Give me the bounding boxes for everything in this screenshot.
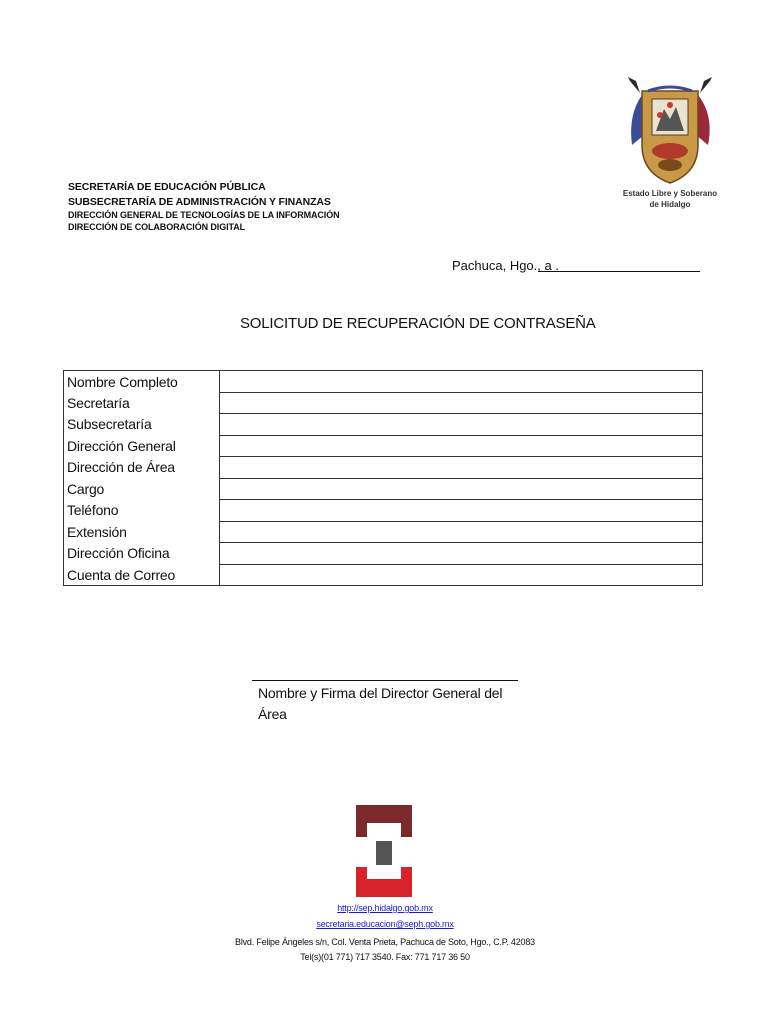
- form-row: [64, 521, 703, 543]
- field-input-cuenta-correo[interactable]: [220, 564, 703, 586]
- request-form-table: [63, 370, 703, 586]
- field-input-direccion-area[interactable]: [220, 457, 703, 479]
- date-field[interactable]: [538, 271, 700, 272]
- field-input-secretaria[interactable]: [220, 392, 703, 414]
- field-label: Dirección Oficina: [64, 543, 220, 565]
- field-label: Cargo: [64, 478, 220, 500]
- coat-of-arms-caption: [614, 188, 726, 210]
- field-label: Cuenta de Correo: [64, 564, 220, 586]
- document-title: SOLICITUD DE RECUPERACIÓN DE CONTRASEÑA: [240, 315, 596, 332]
- email-link[interactable]: secretaria.educacion@seph.gob.mx: [316, 919, 454, 929]
- footer-website[interactable]: [200, 903, 570, 913]
- place-date-label: Pachuca, Hgo., a .: [452, 258, 559, 273]
- form-row: [64, 500, 703, 522]
- field-input-extension[interactable]: [220, 521, 703, 543]
- institution-line-1: SECRETARÍA DE EDUCACIÓN PÚBLICA: [68, 181, 266, 193]
- field-input-direccion-general[interactable]: [220, 435, 703, 457]
- field-input-telefono[interactable]: [220, 500, 703, 522]
- field-label: Teléfono: [64, 500, 220, 522]
- footer-address: Blvd. Felipe Ángeles s/n, Col. Venta Prieta, Pachuca de Soto, Hgo., C.P. 42083: [235, 937, 535, 947]
- form-row: [64, 392, 703, 414]
- form-row: [64, 457, 703, 479]
- form-row: [64, 371, 703, 393]
- field-label: Dirección de Área: [64, 457, 220, 479]
- field-input-subsecretaria[interactable]: [220, 414, 703, 436]
- form-row: [64, 414, 703, 436]
- institution-line-3: DIRECCIÓN GENERAL DE TECNOLOGÍAS DE LA INFORMACIÓN: [68, 210, 340, 220]
- field-label: Secretaría: [64, 392, 220, 414]
- hidalgo-coat-of-arms-icon: [622, 75, 718, 187]
- signature-label: Nombre y Firma del Director General del Área: [258, 685, 503, 722]
- form-row: [64, 564, 703, 586]
- form-row: [64, 543, 703, 565]
- form-row: [64, 435, 703, 457]
- sep-logo-icon: [356, 805, 412, 897]
- caption-line-1: Estado Libre y Soberano: [622, 189, 718, 198]
- caption-line-2: de Hidalgo: [649, 200, 691, 209]
- field-label: Nombre Completo: [64, 371, 220, 393]
- field-label: Subsecretaría: [64, 414, 220, 436]
- field-label: Extensión: [64, 521, 220, 543]
- field-input-cargo[interactable]: [220, 478, 703, 500]
- footer-phone: Tel(s)(01 771) 717 3540. Fax: 771 717 36 50: [300, 952, 470, 962]
- field-label: Dirección General: [64, 435, 220, 457]
- institution-line-4: DIRECCIÓN DE COLABORACIÓN DIGITAL: [68, 222, 246, 232]
- field-input-nombre-completo[interactable]: [220, 371, 703, 393]
- website-link[interactable]: http://sep.hidalgo.gob.mx: [337, 903, 433, 913]
- institution-line-2: SUBSECRETARÍA DE ADMINISTRACIÓN Y FINANZAS: [68, 196, 331, 208]
- signature-line[interactable]: [252, 680, 518, 681]
- field-input-direccion-oficina[interactable]: [220, 543, 703, 565]
- footer-email[interactable]: [200, 919, 570, 929]
- form-row: [64, 478, 703, 500]
